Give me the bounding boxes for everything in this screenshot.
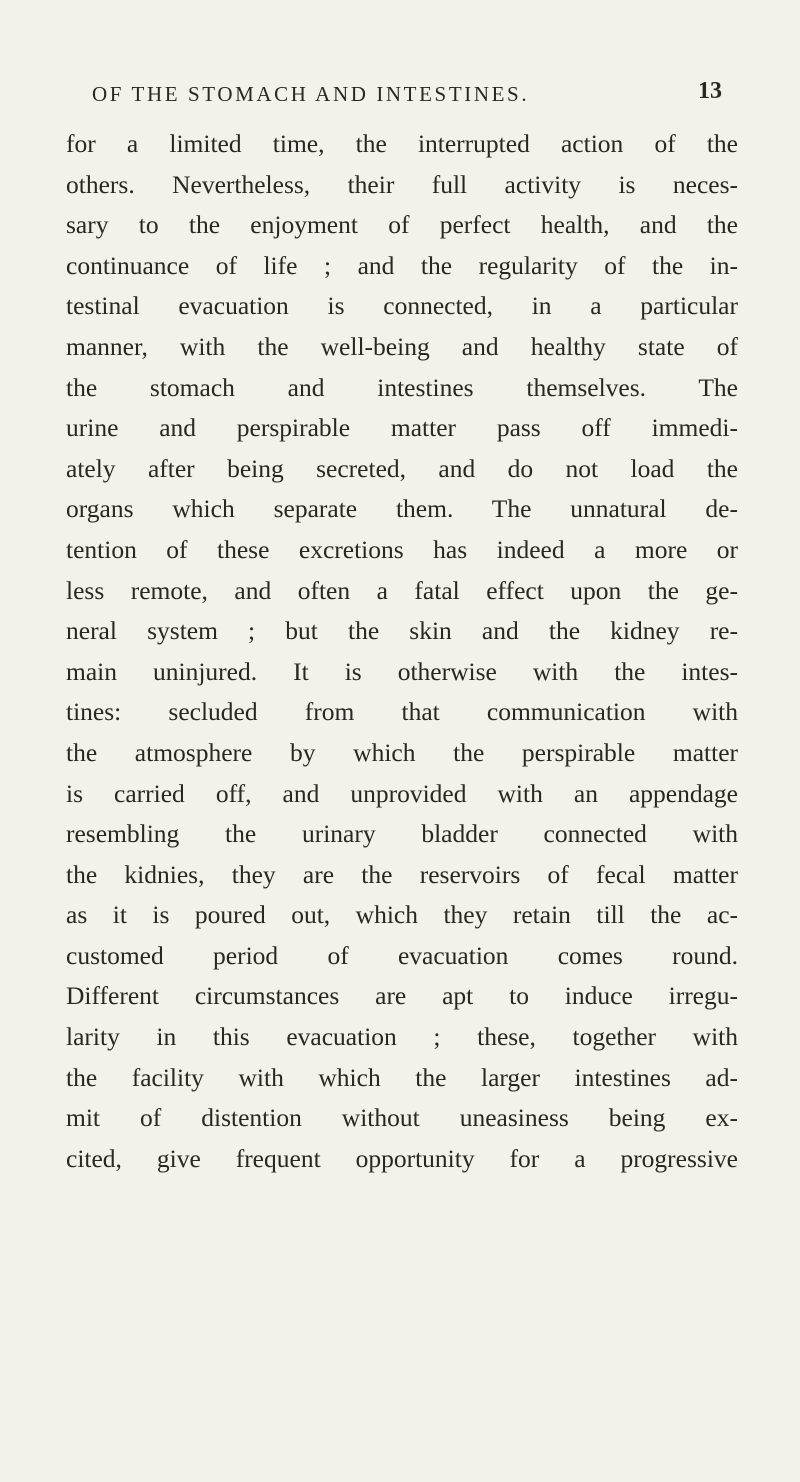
text-line: is carried off, and unprovided with an appendage bbox=[66, 778, 738, 808]
body-text bbox=[66, 124, 738, 1179]
page-number: 13 bbox=[698, 78, 722, 104]
text-line: mit of distention without uneasiness being ex- bbox=[66, 1103, 738, 1133]
text-line: customed period of evacuation comes round. bbox=[66, 940, 738, 970]
running-head-title: OF THE STOMACH AND INTESTINES. bbox=[92, 82, 530, 106]
text-line: larity in this evacuation ; these, together with bbox=[66, 1022, 738, 1052]
text-line: the stomach and intestines themselves. The bbox=[66, 372, 738, 402]
text-line: tines: secluded from that communication with bbox=[66, 697, 738, 727]
text-line: urine and perspirable matter pass off immedi- bbox=[66, 413, 738, 443]
text-line: neral system ; but the skin and the kidney re- bbox=[66, 616, 738, 646]
text-line: less remote, and often a fatal effect upon the ge- bbox=[66, 575, 738, 605]
text-line: organs which separate them. The unnatural de- bbox=[66, 494, 738, 524]
text-line: tention of these excretions has indeed a more or bbox=[66, 534, 738, 564]
text-line: continuance of life ; and the regularity of the in- bbox=[66, 250, 738, 280]
text-line: cited, give frequent opportunity for a progressive bbox=[66, 1143, 738, 1173]
text-line: ately after being secreted, and do not load the bbox=[66, 453, 738, 483]
text-line: resembling the urinary bladder connected with bbox=[66, 819, 738, 849]
text-line: the atmosphere by which the perspirable matter bbox=[66, 737, 738, 767]
text-line: Different circumstances are apt to induce irregu- bbox=[66, 981, 738, 1011]
text-line: the facility with which the larger intestines ad- bbox=[66, 1062, 738, 1092]
text-line: manner, with the well-being and healthy state of bbox=[66, 331, 738, 361]
text-line: main uninjured. It is otherwise with the intes- bbox=[66, 656, 738, 686]
text-line: others. Nevertheless, their full activity is neces- bbox=[66, 169, 738, 199]
text-line: for a limited time, the interrupted action of the bbox=[66, 129, 738, 158]
text-line: the kidnies, they are the reservoirs of fecal matter bbox=[66, 859, 738, 889]
text-line: as it is poured out, which they retain till the ac- bbox=[66, 900, 738, 930]
text-line: sary to the enjoyment of perfect health, and the bbox=[66, 210, 738, 240]
running-head bbox=[92, 78, 722, 112]
text-line: testinal evacuation is connected, in a particular bbox=[66, 291, 738, 321]
